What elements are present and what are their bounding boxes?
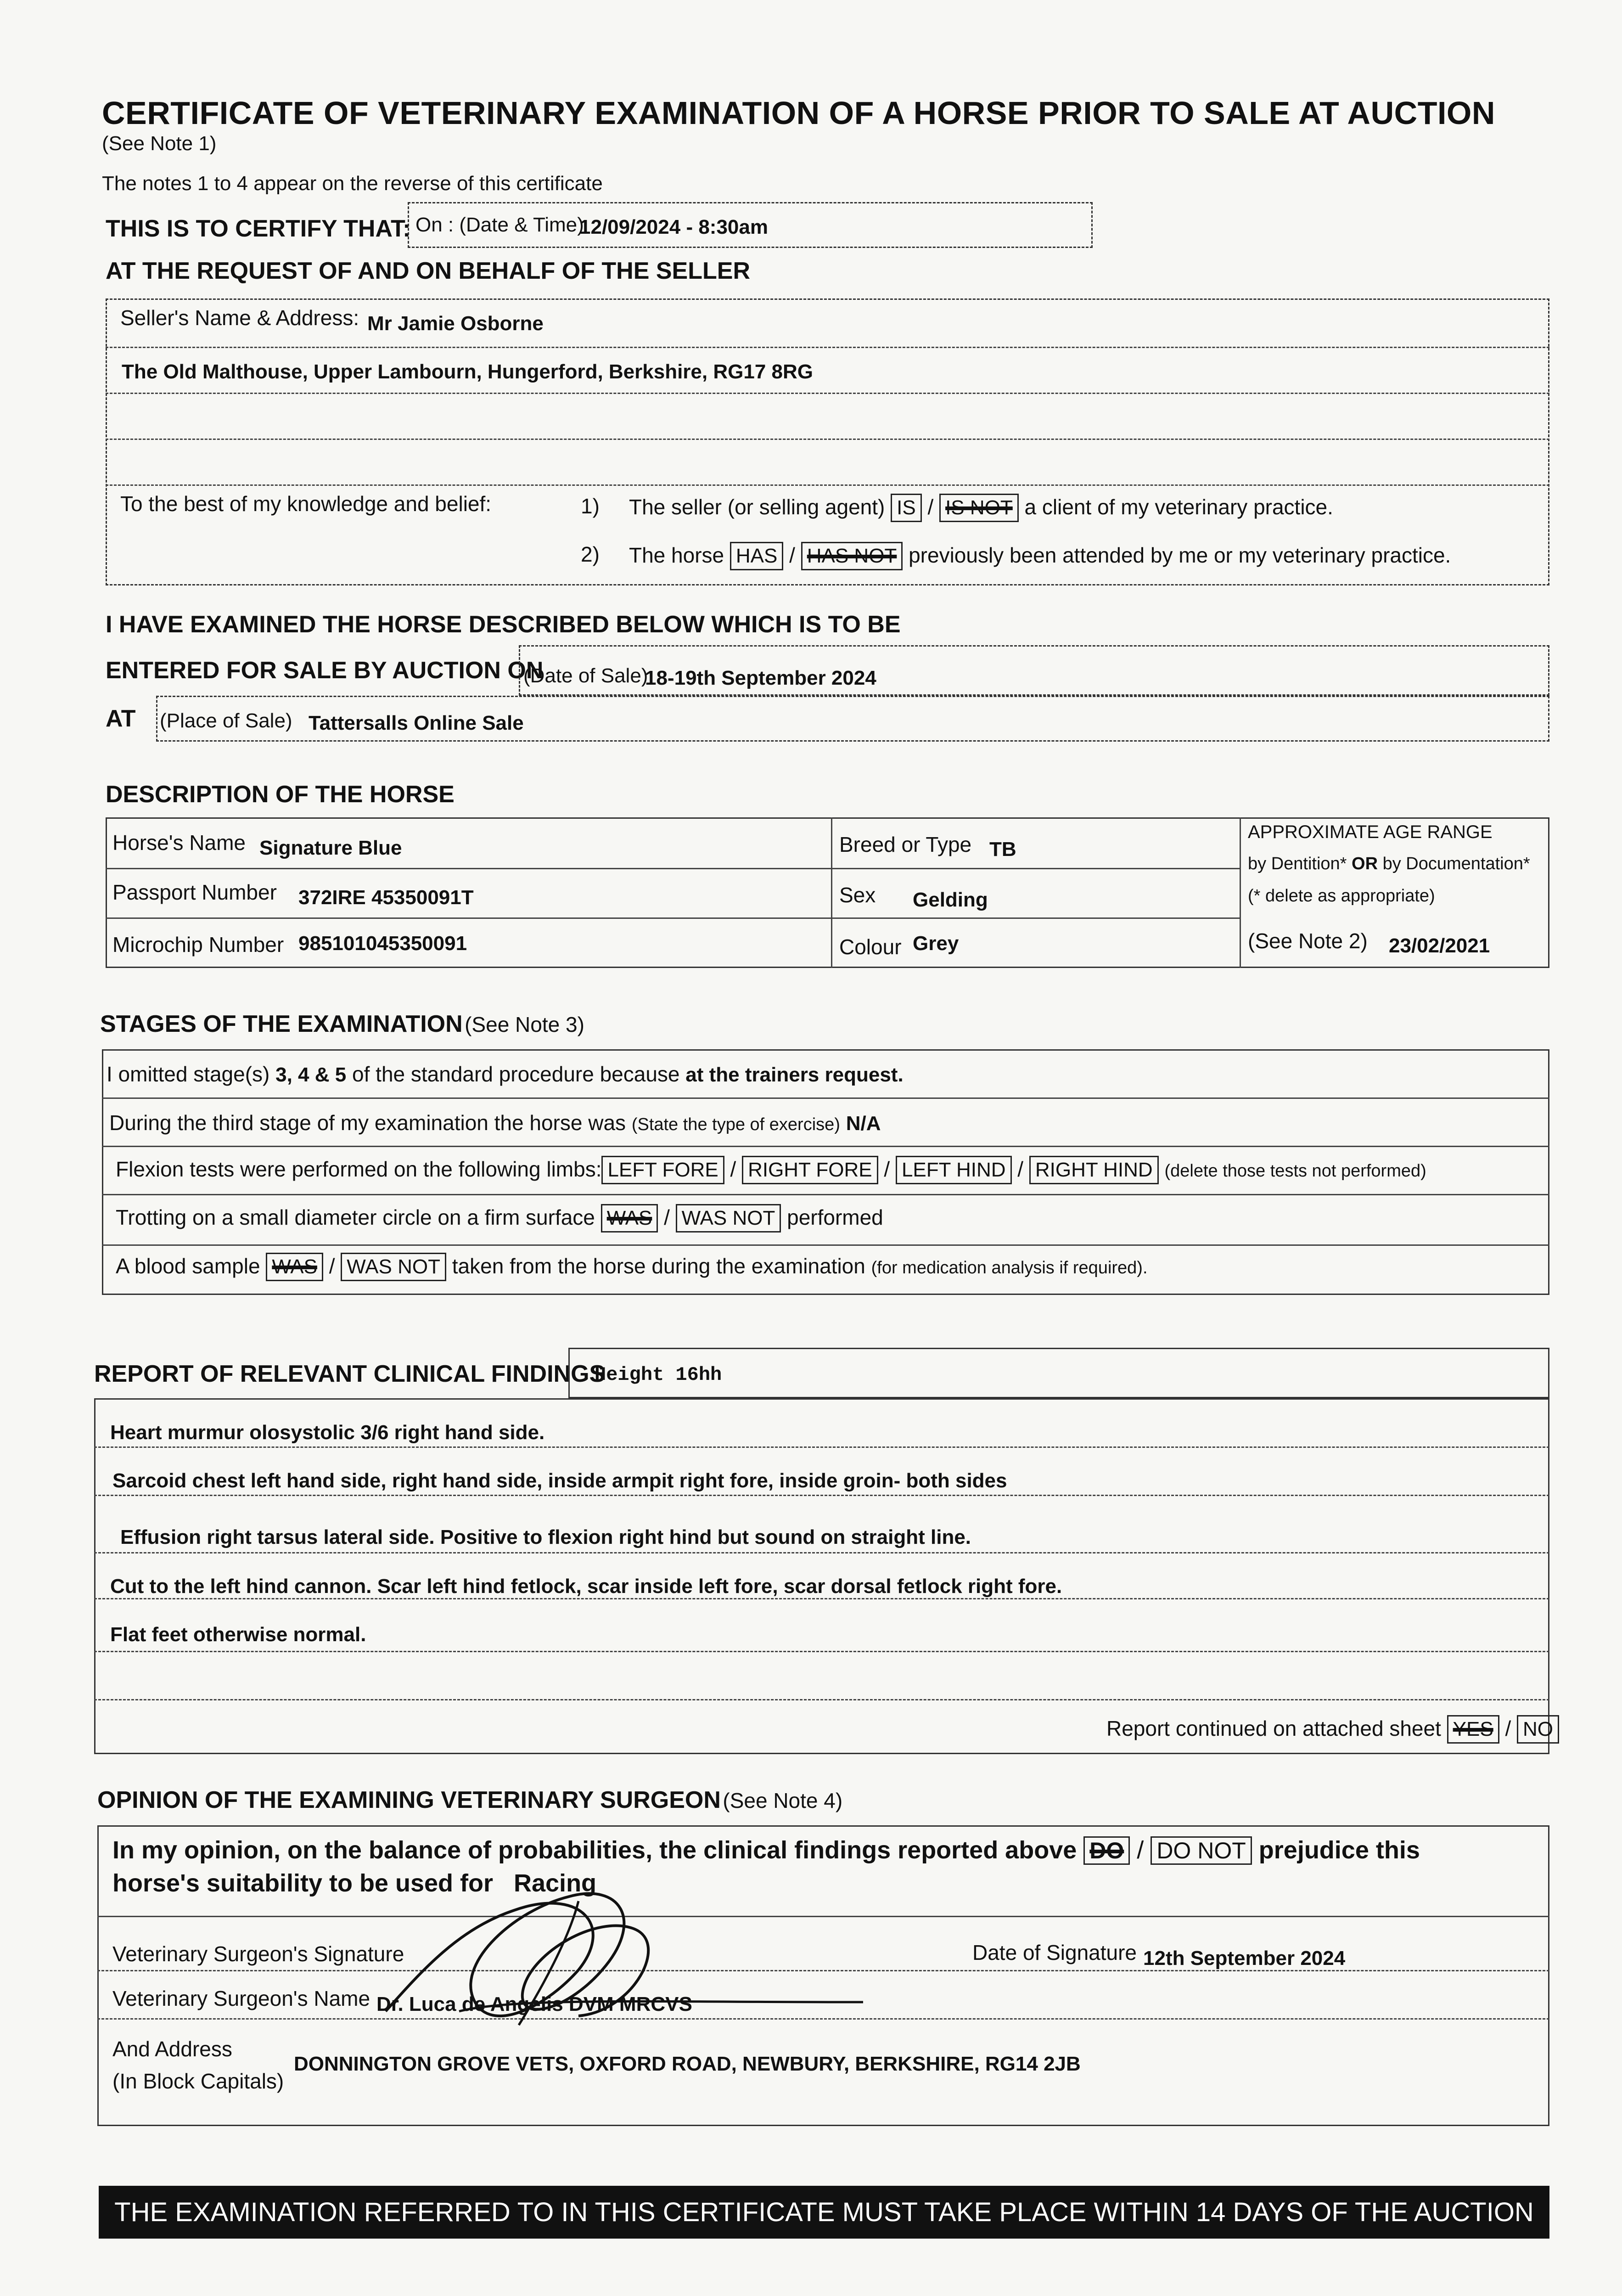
horse-attended-row [629, 542, 1451, 570]
finding-line-2: Sarcoid chest left hand side, right hand side, inside armpit right fore, inside groin- both sides [112, 1469, 1007, 1492]
item1-number: 1) [581, 494, 600, 518]
slash: / [1017, 1157, 1024, 1181]
limb-right-fore[interactable]: RIGHT FORE [742, 1156, 878, 1184]
certificate-title: CERTIFICATE OF VETERINARY EXAMINATION OF A HORSE PRIOR TO SALE AT AUCTION [102, 95, 1495, 131]
passport-label: Passport Number [112, 880, 277, 904]
slash: / [927, 495, 934, 519]
slash: / [884, 1157, 890, 1181]
findings-section-label: REPORT OF RELEVANT CLINICAL FINDINGS [94, 1361, 606, 1387]
opinion-heading [97, 1786, 842, 1814]
breed: TB [989, 838, 1016, 861]
passport-number: 372IRE 45350091T [298, 886, 474, 909]
has-not-option-deleted[interactable]: HAS NOT [801, 542, 903, 570]
address-label-block: (In Block Capitals) [112, 2069, 284, 2093]
slash: / [664, 1205, 670, 1229]
flexion-row [116, 1156, 1426, 1184]
footer-banner: THE EXAMINATION REFERRED TO IN THIS CERTIFICATE MUST TAKE PLACE WITHIN 14 DAYS OF THE AUCTION [99, 2186, 1549, 2239]
opinion-section-label: OPINION OF THE EXAMINING VETERINARY SURGEON [97, 1787, 721, 1813]
trot-label: Trotting on a small diameter circle on a firm surface [116, 1205, 595, 1229]
opinion-suitability: horse's suitability to be used for [112, 1869, 493, 1897]
omitted-reason: at the trainers request. [685, 1064, 904, 1086]
slash: / [789, 543, 795, 567]
continued-yes-deleted[interactable]: YES [1447, 1715, 1499, 1744]
sale-date-label: (Date of Sale) [523, 664, 648, 687]
stages-section-label: STAGES OF THE EXAMINATION [100, 1011, 463, 1037]
item1-text: The seller (or selling agent) [629, 495, 885, 519]
signature-date-label: Date of Signature [972, 1941, 1137, 1964]
blood-row [116, 1253, 1148, 1281]
stages-see-note: (See Note 3) [465, 1013, 584, 1036]
flexion-note: (delete those tests not performed) [1164, 1161, 1426, 1181]
vet-name: Dr. Luca de Angelis DVM MRCVS [376, 1993, 692, 2015]
blood-suffix: taken from the horse during the examination [452, 1254, 865, 1278]
sale-date: 18-19th September 2024 [645, 667, 876, 689]
continued-label: Report continued on attached sheet [1106, 1716, 1441, 1740]
continued-no[interactable]: NO [1517, 1715, 1559, 1744]
exam-date-time: 12/09/2024 - 8:30am [579, 216, 768, 238]
height-value: Height 16hh [595, 1364, 722, 1386]
is-not-option-deleted[interactable]: IS NOT [939, 494, 1019, 522]
see-note-1: (See Note 1) [102, 132, 217, 155]
trot-suffix: performed [787, 1205, 883, 1229]
opinion-statement: In my opinion, on the balance of probabilities, the clinical findings reported above [112, 1836, 1077, 1864]
limb-left-hind[interactable]: LEFT HIND [896, 1156, 1012, 1184]
certify-label: THIS IS TO CERTIFY THAT: [106, 215, 411, 242]
seller-client-row [629, 494, 1333, 522]
sex-label: Sex [839, 883, 876, 907]
vet-address: DONNINGTON GROVE VETS, OXFORD ROAD, NEWBURY, BERKSHIRE, RG14 2JB [294, 2053, 1081, 2075]
third-stage-label: During the third stage of my examination the horse was [109, 1111, 626, 1135]
is-option[interactable]: IS [891, 494, 922, 522]
blood-note: (for medication analysis if required). [871, 1258, 1148, 1277]
age-basis [1248, 854, 1530, 874]
third-stage-value: N/A [846, 1112, 881, 1135]
entered-label: ENTERED FOR SALE BY AUCTION ON [106, 657, 544, 684]
microchip-number: 985101045350091 [298, 932, 467, 955]
seller-name: Mr Jamie Osborne [367, 312, 544, 335]
sex: Gelding [913, 889, 988, 911]
opinion-suffix: prejudice this [1258, 1836, 1420, 1864]
sale-place: Tattersalls Online Sale [309, 712, 524, 734]
age-see-note: (See Note 2) [1248, 929, 1368, 953]
age-title: APPROXIMATE AGE RANGE [1248, 822, 1493, 842]
colour-label: Colour [839, 935, 902, 959]
omitted-label: I omitted stage(s) [107, 1062, 270, 1086]
continued-row [1106, 1715, 1559, 1744]
third-stage-note: (State the type of exercise) [631, 1115, 840, 1134]
age-delete-note: (* delete as appropriate) [1248, 886, 1435, 906]
age-dentition: by Dentition* [1248, 854, 1347, 873]
trot-was-deleted[interactable]: WAS [601, 1204, 658, 1232]
blood-label: A blood sample [116, 1254, 260, 1278]
finding-line-4: Cut to the left hind cannon. Scar left hind fetlock, scar inside left fore, scar dorsal fetlock right fore. [110, 1575, 1062, 1598]
seller-address: The Old Malthouse, Upper Lambourn, Hungerford, Berkshire, RG17 8RG [122, 360, 813, 383]
on-label: On : (Date & Time) [415, 214, 584, 236]
do-not-option[interactable]: DO NOT [1151, 1836, 1252, 1865]
horse-name: Signature Blue [259, 837, 402, 859]
blood-was-deleted[interactable]: WAS [266, 1253, 323, 1281]
item2-suffix: previously been attended by me or my veterinary practice. [909, 543, 1451, 567]
signature-label: Veterinary Surgeon's Signature [112, 1942, 404, 1966]
microchip-label: Microchip Number [112, 933, 284, 957]
omitted-mid: of the standard procedure because [352, 1062, 680, 1086]
stages-heading [100, 1010, 584, 1038]
age-value: 23/02/2021 [1389, 934, 1490, 957]
handwritten-signature [321, 1860, 918, 2053]
age-or: OR [1352, 854, 1378, 873]
third-stage-row [109, 1110, 881, 1135]
sale-place-label: (Place of Sale) [160, 709, 292, 732]
has-option[interactable]: HAS [730, 542, 783, 570]
item2-text: The horse [629, 543, 724, 567]
opinion-see-note: (See Note 4) [723, 1789, 843, 1812]
omitted-stages: 3, 4 & 5 [275, 1064, 347, 1086]
colour: Grey [913, 932, 959, 955]
finding-line-1: Heart murmur olosystolic 3/6 right hand side. [110, 1421, 545, 1444]
item2-number: 2) [581, 542, 600, 566]
trot-row [116, 1204, 883, 1232]
horse-section-label: DESCRIPTION OF THE HORSE [106, 781, 455, 808]
belief-label: To the best of my knowledge and belief: [120, 492, 492, 516]
limb-left-fore[interactable]: LEFT FORE [601, 1156, 724, 1184]
examined-line: I HAVE EXAMINED THE HORSE DESCRIBED BELOW WHICH IS TO BE [106, 611, 901, 638]
item1-suffix: a client of my veterinary practice. [1024, 495, 1333, 519]
flexion-label: Flexion tests were performed on the following limbs: [116, 1157, 602, 1181]
vet-name-label: Veterinary Surgeon's Name [112, 1986, 370, 2010]
request-label: AT THE REQUEST OF AND ON BEHALF OF THE SELLER [106, 258, 750, 284]
at-label: AT [106, 705, 136, 732]
finding-line-5: Flat feet otherwise normal. [110, 1623, 366, 1646]
slash: / [730, 1157, 736, 1181]
breed-label: Breed or Type [839, 833, 972, 856]
seller-name-label: Seller's Name & Address: [120, 306, 359, 330]
horse-name-label: Horse's Name [112, 831, 246, 855]
address-label: And Address [112, 2037, 232, 2061]
slash: / [1505, 1716, 1511, 1740]
slash: / [1137, 1836, 1144, 1864]
use-purpose: Racing [514, 1869, 597, 1897]
trot-was-not[interactable]: WAS NOT [676, 1204, 781, 1232]
blood-was-not[interactable]: WAS NOT [341, 1253, 446, 1281]
signature-date: 12th September 2024 [1143, 1947, 1346, 1970]
omitted-row [107, 1062, 904, 1086]
notes-line: The notes 1 to 4 appear on the reverse of this certificate [102, 172, 603, 195]
limb-right-hind[interactable]: RIGHT HIND [1029, 1156, 1159, 1184]
do-option-deleted[interactable]: DO [1083, 1836, 1130, 1865]
slash: / [329, 1254, 335, 1278]
age-documentation: by Documentation* [1382, 854, 1530, 873]
finding-line-3: Effusion right tarsus lateral side. Positive to flexion right hind but sound on straight line. [120, 1526, 971, 1548]
